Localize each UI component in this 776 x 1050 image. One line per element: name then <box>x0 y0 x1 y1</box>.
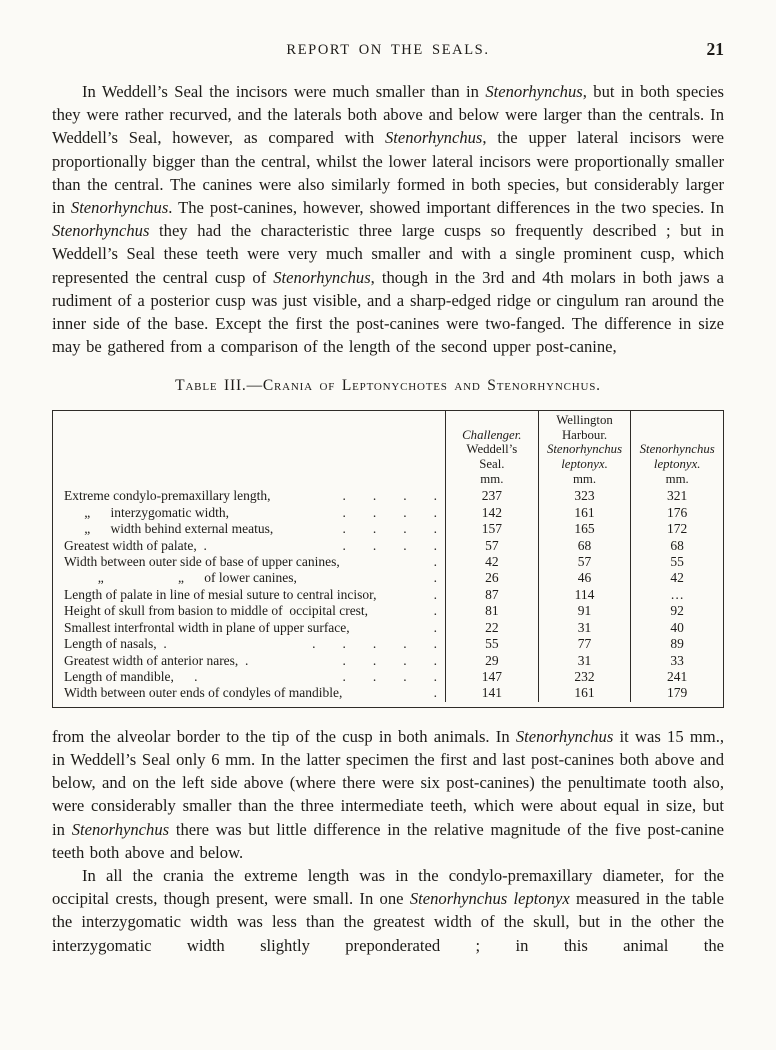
table-row <box>53 603 723 619</box>
leader-dots: . <box>433 619 437 635</box>
row-label <box>53 636 445 652</box>
table-value-cell: 142 <box>445 505 538 521</box>
table-value-cell: 91 <box>538 603 631 619</box>
table-row <box>53 636 723 652</box>
header-line: leptonyx. <box>653 457 701 472</box>
table-value-cell: 77 <box>538 636 631 652</box>
text-segment: from the alveolar border to the tip of the cusp in both animals. In <box>52 726 516 746</box>
italic-text-segment: Stenorhynchus <box>384 128 483 148</box>
text-segment: , the upper lateral incisors were proportionally bigger than the central, whilst the lower lateral incisors were proportionally smaller than the central. The canines were also similarly formed in both species, but considerably larger in <box>52 128 725 218</box>
table-value-cell: 241 <box>630 669 723 685</box>
table-body <box>53 488 723 706</box>
leader-dots: . . . . <box>342 504 437 520</box>
row-label-text: Width between outer ends of condyles of mandible, <box>64 685 343 701</box>
table-value-cell: 321 <box>630 488 723 504</box>
page-number: 21 <box>706 39 724 59</box>
row-label <box>53 653 445 669</box>
italic-text-segment: Stenorhynchus <box>52 221 150 241</box>
table-row <box>53 488 723 504</box>
row-label <box>53 488 445 504</box>
row-label-text: Smallest interfrontal width in plane of upper surface, <box>64 619 350 635</box>
table-value-cell: 55 <box>630 554 723 570</box>
table-value-cell: 57 <box>538 554 631 570</box>
leader-dots: . <box>433 570 437 586</box>
italic-text-segment: Stenorhynchus <box>515 726 614 746</box>
table-value-cell: 237 <box>445 488 538 504</box>
row-label-text: Length of palate in line of mesial suture to central incisor, <box>64 586 377 602</box>
header-line: mm. <box>665 471 689 486</box>
table-value-cell: 55 <box>445 636 538 652</box>
row-label <box>53 620 445 636</box>
italic-text-segment: Stenorhynchus <box>71 819 170 839</box>
page-header <box>52 39 724 64</box>
crania-measurements-table <box>52 410 724 707</box>
table-row <box>53 685 723 701</box>
table-row <box>53 538 723 554</box>
text-segment: measured in the table the interzygomatic width was less than the greatest width of the skull, but in the other the interzygomatic width slightly preponderated ; in this animal the <box>52 889 724 955</box>
text-segment: . The post-canines, however, showed important differences in the two species. In <box>168 198 724 218</box>
table-value-cell: 22 <box>445 620 538 636</box>
table-value-cell: 165 <box>538 521 631 537</box>
row-label-text: Greatest width of palate, . <box>64 537 207 553</box>
row-label-text: Length of nasals, . <box>64 636 167 652</box>
table-value-cell: 46 <box>538 570 631 586</box>
table-row <box>53 521 723 537</box>
row-label-text: „ „ of lower canines, <box>64 570 297 586</box>
row-label-text: Height of skull from basion to middle of occipital crest, <box>64 603 369 619</box>
text-segment: there was but little difference in the relative magnitude of the five post-canine teeth both above and below. <box>52 819 724 862</box>
table-value-cell: 29 <box>445 653 538 669</box>
table-header-row <box>53 411 723 488</box>
table-value-cell: 161 <box>538 505 631 521</box>
row-label-text: Greatest width of anterior nares, . <box>64 652 249 668</box>
table-row <box>53 653 723 669</box>
leader-dots: . <box>433 554 437 570</box>
italic-text-segment: Stenorhynchus <box>273 267 371 287</box>
header-line: mm. <box>480 471 504 486</box>
table-value-cell: 157 <box>445 521 538 537</box>
table-caption: Table III.—Crania of Leptonychotes and Stenorhynchus. <box>175 377 601 395</box>
table-value-cell: 57 <box>445 538 538 554</box>
table-value-cell: 89 <box>630 636 723 652</box>
header-line: mm. <box>572 471 597 486</box>
table-value-cell: 141 <box>445 685 538 701</box>
row-label <box>53 554 445 570</box>
paragraph-incisors <box>52 80 724 358</box>
leader-dots: . <box>433 685 437 701</box>
text-segment: In Weddell’s Seal the incisors were much smaller than in <box>82 82 486 101</box>
row-label-text: „ interzygomatic width, <box>64 504 229 520</box>
table-row <box>53 554 723 570</box>
header-line: Challenger. <box>462 427 522 442</box>
table-header-col-wellington-harbour-stenorhynchus <box>538 411 631 488</box>
table-value-cell: 68 <box>538 538 631 554</box>
leader-dots: . . . . <box>342 668 437 684</box>
leader-dots: . . . . <box>342 652 437 668</box>
leader-dots: . . . . . <box>312 636 437 652</box>
text-segment: they had the characteristic three large cusps so frequently described ; but in Weddell’s Seal these teeth were very much smaller and with a single prominent cusp, which represented the central cusp of <box>52 221 724 287</box>
row-label <box>53 521 445 537</box>
leader-dots: . . . . <box>342 488 437 504</box>
table-value-cell: 68 <box>630 538 723 554</box>
table-value-cell: 232 <box>538 669 631 685</box>
header-line: Seal. <box>479 457 505 472</box>
table-value-cell: 323 <box>538 488 631 504</box>
running-head-title: REPORT ON THE SEALS. <box>286 42 490 58</box>
table-value-cell: 40 <box>630 620 723 636</box>
leader-dots: . <box>433 586 437 602</box>
table-row <box>53 620 723 636</box>
table-value-cell: 176 <box>630 505 723 521</box>
table-value-cell: 33 <box>630 653 723 669</box>
row-label-text: Extreme condylo-premaxillary length, <box>64 488 271 504</box>
table-value-cell: 147 <box>445 669 538 685</box>
table-value-cell: 26 <box>445 570 538 586</box>
table-value-cell: 92 <box>630 603 723 619</box>
leader-dots: . . . . <box>342 521 437 537</box>
row-label-text: „ width behind external meatus, <box>64 521 274 537</box>
row-label-text: Length of mandible, . <box>64 668 198 684</box>
table-value-cell: 114 <box>538 587 631 603</box>
paragraph-crania-length <box>52 864 724 957</box>
table-value-cell: 87 <box>445 587 538 603</box>
row-label-text: Width between outer side of base of upper canines, <box>64 554 340 570</box>
table-row <box>53 669 723 685</box>
leader-dots: . <box>433 603 437 619</box>
table-value-cell: 31 <box>538 620 631 636</box>
row-label <box>53 570 445 586</box>
row-label <box>53 603 445 619</box>
row-label <box>53 505 445 521</box>
header-line: Harbour. <box>561 427 608 442</box>
italic-text-segment: Stenorhynchus leptonyx <box>409 889 570 909</box>
row-label <box>53 669 445 685</box>
row-label <box>53 685 445 701</box>
text-segment: , but in both species they were rather recurved, and the laterals both above and below were larger than the centrals. In Weddell’s Seal, however, as compared with <box>52 82 724 148</box>
text-segment: it was 15 mm., in Weddell’s Seal only 6 mm. In the latter specimen the first and last post-canines both above and below, and on the left side above (where there were six post-canines) the penultimate tooth also, were considerably smaller than the three intermediate teeth, which were about equal in size, but in <box>52 726 724 839</box>
italic-text-segment: Stenorhynchus <box>70 198 169 218</box>
table-row <box>53 587 723 603</box>
table-value-cell: 31 <box>538 653 631 669</box>
text-segment: In all the crania the extreme length was in the condylo-premaxillary diameter, for the occipital crests, though present, were small. In one <box>52 865 724 909</box>
table-header-label-column <box>53 411 445 488</box>
table-value-cell: 161 <box>538 685 631 701</box>
header-line: Stenorhynchus <box>546 442 623 457</box>
table-header-col-challenger-weddells-seal <box>445 411 538 488</box>
table-value-cell: 81 <box>445 603 538 619</box>
header-line: Weddell’s <box>466 442 518 457</box>
table-value-cell: 172 <box>630 521 723 537</box>
leader-dots: . . . . <box>342 537 437 553</box>
table-row <box>53 505 723 521</box>
table-header-col-stenorhynchus-leptonyx <box>630 411 723 488</box>
paragraph-postcanine-comparison <box>52 725 724 864</box>
header-line: leptonyx. <box>561 457 608 472</box>
table-value-cell: 42 <box>630 570 723 586</box>
table-value-cell: … <box>630 587 723 603</box>
table-row <box>53 570 723 586</box>
italic-text-segment: Stenorhynchus <box>485 82 583 101</box>
table-value-cell: 42 <box>445 554 538 570</box>
row-label <box>53 587 445 603</box>
text-segment: , though in the 3rd and 4th molars in both jaws a rudiment of a posterior cusp was just visible, and a sharp-edged ridge or cingulum ran around the inner side of the base. Except the first the post-canines were two-fanged. The difference in size may be gathered from a comparison of the length of the second upper post-canine, <box>52 267 724 357</box>
header-line: Stenorhynchus <box>639 442 715 457</box>
header-line: Wellington <box>556 412 613 427</box>
table-value-cell: 179 <box>630 685 723 701</box>
row-label <box>53 538 445 554</box>
